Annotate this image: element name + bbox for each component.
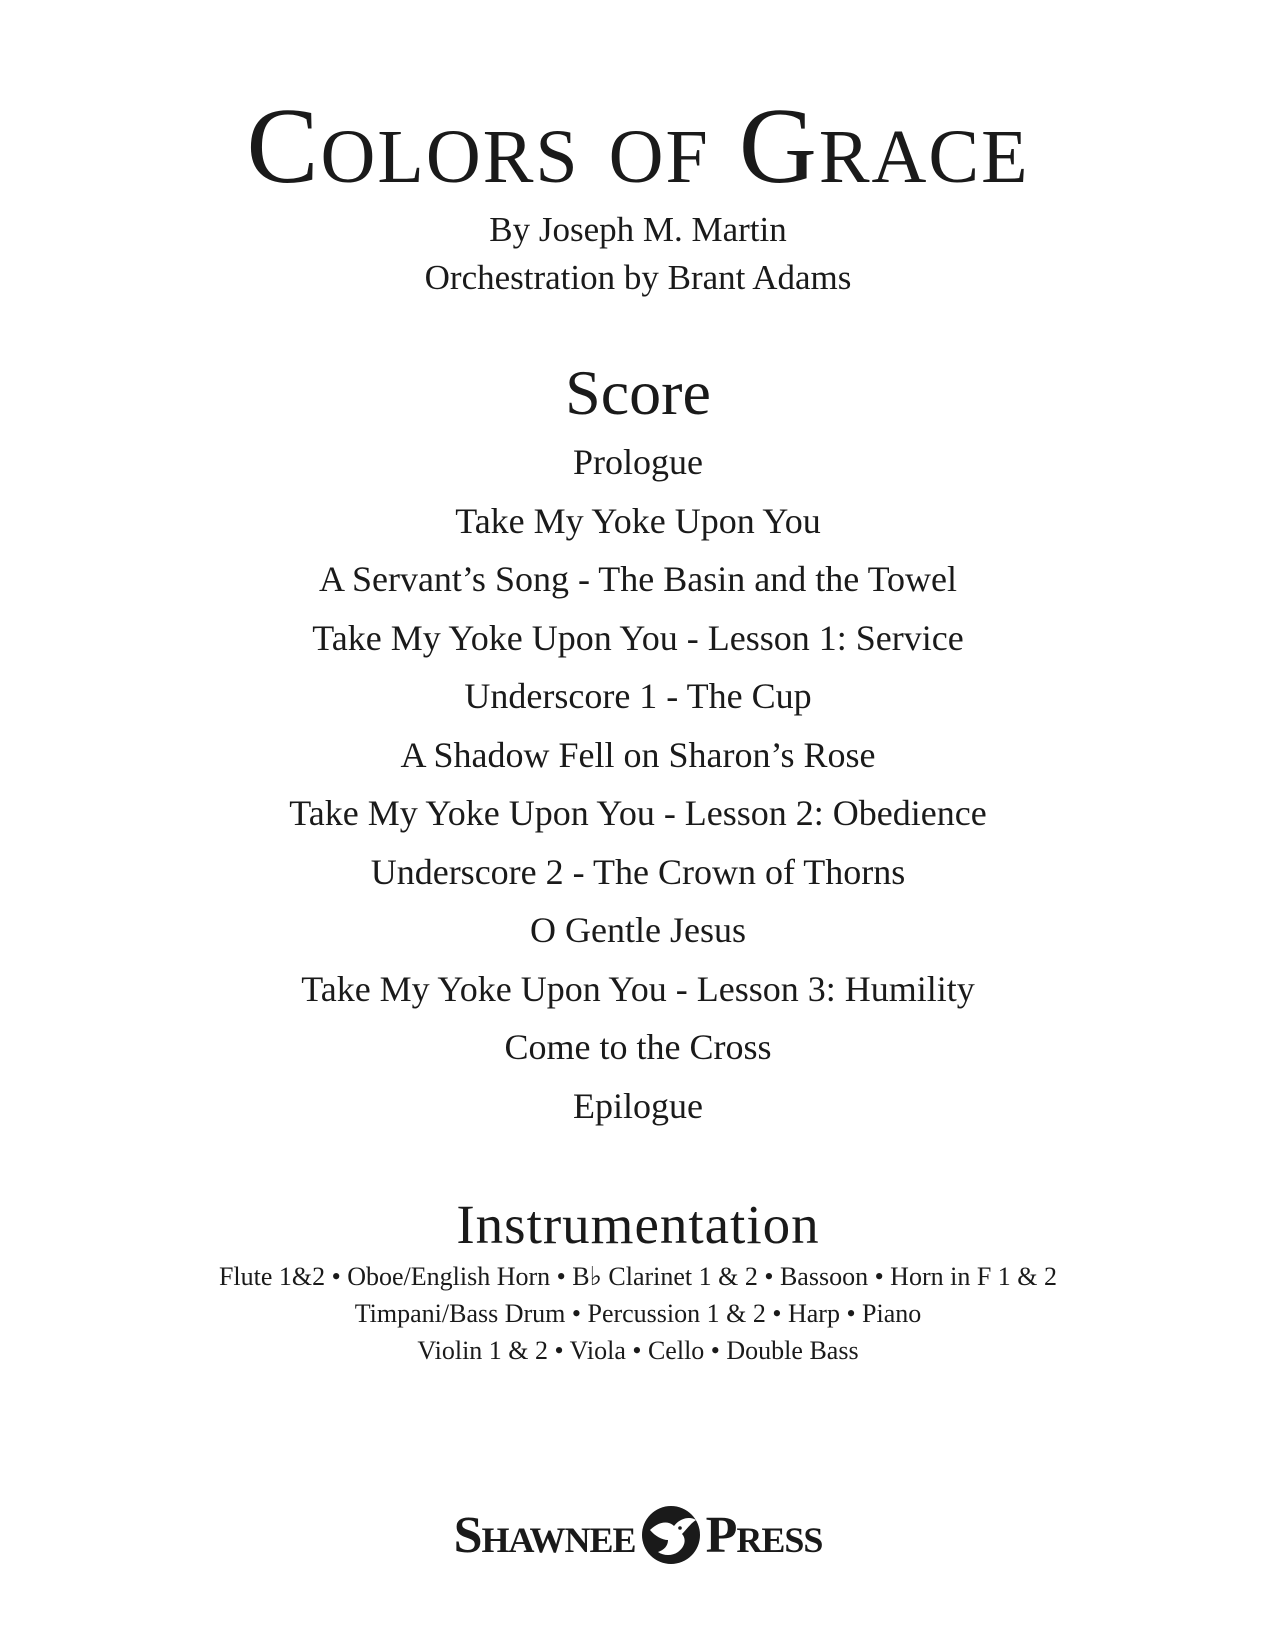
dove-icon bbox=[640, 1504, 702, 1566]
contents-item: Underscore 1 - The Cup bbox=[464, 676, 812, 716]
publisher-logo bbox=[0, 1500, 1276, 1570]
publisher-name-right: Press bbox=[705, 1506, 823, 1564]
contents-item: Come to the Cross bbox=[504, 1027, 772, 1067]
contents-list bbox=[0, 433, 1276, 1135]
instrumentation-line: Violin 1 & 2 • Viola • Cello • Double Bass bbox=[417, 1336, 859, 1365]
instrumentation-line: Timpani/Bass Drum • Percussion 1 & 2 • Harp • Piano bbox=[354, 1299, 922, 1328]
contents-item: Take My Yoke Upon You - Lesson 3: Humility bbox=[301, 968, 975, 1009]
work-title: Colors of Grace bbox=[246, 87, 1030, 206]
instrumentation-list bbox=[0, 1258, 1276, 1369]
contents-item: Take My Yoke Upon You bbox=[455, 500, 821, 541]
contents-item: Epilogue bbox=[573, 1085, 703, 1126]
instrumentation-line: Flute 1&2 • Oboe/English Horn • B♭ Clarinet 1 & 2 • Bassoon • Horn in F 1 & 2 bbox=[218, 1262, 1058, 1291]
composer-credit: By Joseph M. Martin bbox=[489, 210, 787, 249]
contents-item: Take My Yoke Upon You - Lesson 2: Obedience bbox=[289, 793, 987, 833]
contents-item: Underscore 2 - The Crown of Thorns bbox=[370, 851, 906, 892]
contents-item: A Servant’s Song - The Basin and the Towel bbox=[318, 559, 958, 599]
contents-item: A Shadow Fell on Sharon’s Rose bbox=[400, 734, 876, 775]
publisher-name-left: Shawnee bbox=[453, 1506, 636, 1564]
orchestration-credit: Orchestration by Brant Adams bbox=[424, 258, 852, 297]
contents-item: Take My Yoke Upon You - Lesson 1: Service bbox=[312, 617, 964, 658]
instrumentation-heading: Instrumentation bbox=[456, 1194, 820, 1255]
score-heading: Score bbox=[565, 357, 711, 428]
contents-item: Prologue bbox=[573, 442, 703, 482]
contents-item: O Gentle Jesus bbox=[530, 910, 746, 950]
